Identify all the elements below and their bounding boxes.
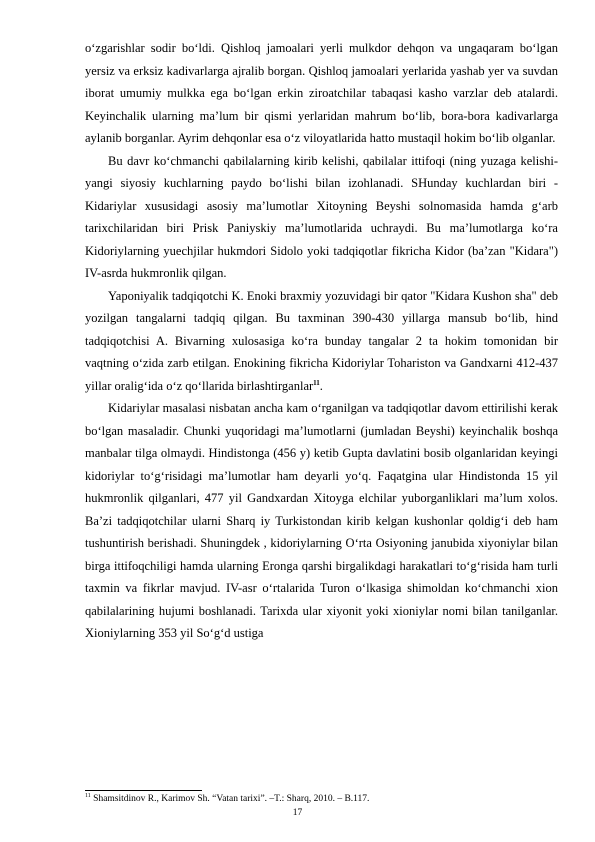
paragraph-3-text: Yaponiyalik tadqiqotchi K. Enoki braxmiy yozuvidagi bir qator "Kidara Kushon sha" deb yozilgan tangalarni tadqiq qilgan. Bu taxminan 390-430 yillarga mansub bo‘lib, hind tadqiqotchisi A. Bivarning xulosasiga ko‘ra bunday tangalar 2 ta hokim tomonidan bir vaqtning o‘zida zarb etilgan. Enokining fikricha Kidoriylar Tohariston va Gandxarni 412-437 yillar oralig‘ida o‘z qo‘llarida birlashtirganlar [85, 288, 558, 393]
paragraph-4: Kidariylar masalasi nisbatan ancha kam o‘rganilgan va tadqiqotlar davom ettirilishi kerak bo‘lgan masaladir. Chunki yuqoridagi ma’lumotlarni (jumladan Beyshi) keyinchalik boshqa manbalar tilga olmaydi. Hindistonga (456 y) ketib Gupta davlatini bosib olganlaridan keyingi kidoriylar to‘g‘risidagi ma’lumotlar ham deyarli yo‘q. Faqatgina ular Hindistonda 15 yil hukmronlik qilganlari, 477 yil Gandxardan Xitoyga elchilar yuborganliklari ma’lum xolos. Ba’zi tadqiqotchilar ularni Sharq iy Turkistondan kirib kelgan kushonlar qoldig‘i deb ham tushuntirish berishadi. Shuningdek , kidoriylarning O‘rta Osiyoning janubida xiyoniylar bilan birga ittifoqchiligi hamda ularning Eronga qarshi birgalikdagi harakatlari to‘g‘risida ham turli taxmin va fikrlar mavjud. IV-asr o‘rtalarida Turon o‘lkasiga shimoldan ko‘chmanchi xion qabilalarining hujumi boshlanadi. Tarixda ular xiyonit yoki xioniylar nomi bilan tanilganlar. Xioniylarning 353 yil So‘g‘d ustiga [85, 401, 558, 640]
footnote-text: Shamsitdinov R., Karimov Sh. “Vatan tarixi”. –T.: Sharq, 2010. – B.117. [90, 794, 370, 804]
footnote [85, 793, 558, 805]
paragraph-1: o‘zgarishlar sodir bo‘ldi. Qishloq jamoalari yerli mulkdor dehqon va ungaqaram bo‘lgan yersiz va erksiz kadivarlarga ajralib borgan. Qishloq jamoalari yerlarida yashab yer va suvdan iborat umumiy mulkka ega bo‘lgan erkin ziroatchilar tabaqasi kasho varzlar deb atalardi. Keyinchalik ularning ma’lum bir qismi yerlaridan mahrum bo‘lib, bora-bora kadivarlarga aylanib borganlar. Ayrim dehqonlar esa o‘z viloyatlarida hatto mustaqil hokim bo‘lib olganlar. [85, 41, 558, 145]
footnote-number: 11 [85, 792, 91, 799]
paragraph-3 [85, 285, 558, 398]
footnote-reference[interactable]: 11 [313, 378, 320, 387]
body-text [85, 37, 558, 645]
page-number: 17 [292, 808, 303, 818]
paragraph-2: Bu davr ko‘chmanchi qabilalarning kirib kelishi, qabilalar ittifoqi (ning yuzaga kelishi-yangi siyosiy kuchlarning paydo bo‘lishi bilan izohlanadi. SHunday kuchlardan biri - Kidariylar xususidagi asosiy ma’lumotlar Xitoyning Beyshi solnomasida hamda g‘arb tarixchilaridan biri Prisk Paniyskiy ma’lumotlarida uchraydi. Bu ma’lumotlarga ko‘ra Kidoriylarning yuechjilar hukmdori Sidolo yoki tadqiqotlar fikricha Kidor (ba’zan "Kidara") IV-asrda hukmronlik qilgan. [85, 153, 558, 280]
footnote-divider [85, 790, 202, 791]
paragraph-3-tail: . [319, 378, 323, 393]
